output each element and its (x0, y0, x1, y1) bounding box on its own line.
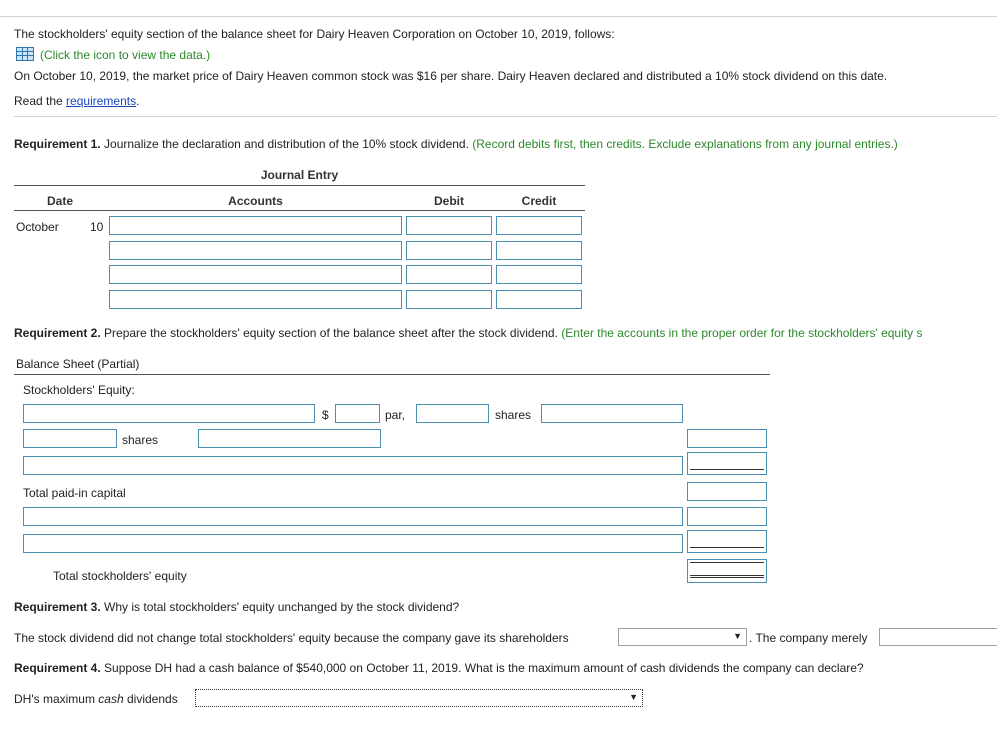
equity-amount-3[interactable] (687, 452, 767, 475)
par-label: par, (385, 408, 406, 422)
requirements-link[interactable]: requirements (66, 94, 137, 108)
par-value-input[interactable] (335, 404, 380, 423)
subtotal-rule (690, 469, 764, 470)
req3-answer-suffix: . The company merely (749, 631, 868, 645)
journal-title: Journal Entry (260, 168, 339, 182)
view-data-link[interactable]: (Click the icon to view the data.) (40, 48, 211, 62)
journal-header-rule (14, 210, 585, 211)
col-credit-header: Credit (521, 194, 557, 208)
req3-body: Why is total stockholders' equity unchanged by the stock dividend? (100, 600, 460, 614)
req4-answer-suffix: dividends (123, 692, 178, 706)
dropdown-arrow-icon: ▼ (733, 631, 742, 641)
col-debit-header: Debit (434, 194, 464, 208)
journal-debit-2[interactable] (406, 241, 492, 260)
journal-account-1[interactable] (109, 216, 402, 235)
section-divider (14, 116, 997, 117)
top-divider (0, 16, 997, 17)
col-accounts-header: Accounts (228, 194, 283, 208)
read-prefix: Read the (14, 94, 67, 108)
journal-credit-4[interactable] (496, 290, 582, 309)
journal-credit-2[interactable] (496, 241, 582, 260)
total-equity-amount[interactable] (687, 559, 767, 583)
stockholders-equity-heading: Stockholders' Equity: (23, 383, 135, 397)
dollar-sign: $ (322, 408, 329, 422)
req2-instruction: (Enter the accounts in the proper order for the stockholders' equity s (561, 326, 923, 340)
total-top-rule (690, 562, 764, 563)
req3-label: Requirement 3. (14, 600, 101, 614)
requirement-1-text (14, 137, 898, 151)
req3-dropdown-2[interactable] (879, 628, 997, 646)
equity-account-5[interactable] (23, 534, 683, 553)
requirement-3-text (14, 600, 459, 614)
req4-body: Suppose DH had a cash balance of $540,000 on October 11, 2019. What is the maximum amount of cash dividends the company can declare? (100, 661, 864, 675)
journal-account-3[interactable] (109, 265, 402, 284)
equity-account-4[interactable] (23, 507, 683, 526)
dropdown-arrow-icon: ▼ (629, 692, 638, 702)
intro-line-1: The stockholders' equity section of the balance sheet for Dairy Heaven Corporation on October 10, 2019, follows: (14, 27, 615, 41)
shares-count-input-1[interactable] (416, 404, 489, 423)
balance-sheet-title: Balance Sheet (Partial) (16, 357, 140, 371)
req4-label: Requirement 4. (14, 661, 101, 675)
read-requirements (14, 94, 139, 108)
equity-amount-2[interactable] (687, 429, 767, 448)
shares-label-1: shares (495, 408, 532, 422)
req2-label: Requirement 2. (14, 326, 101, 340)
total-paid-in-amount[interactable] (687, 482, 767, 501)
journal-debit-4[interactable] (406, 290, 492, 309)
read-suffix: . (136, 94, 140, 108)
table-grid-icon[interactable] (16, 47, 34, 61)
req4-dropdown[interactable] (195, 689, 643, 707)
req4-answer-prefix: DH's maximum (14, 692, 99, 706)
req2-body: Prepare the stockholders' equity section of the balance sheet after the stock dividend. (100, 326, 562, 340)
req1-body: Journalize the declaration and distribution of the 10% stock dividend. (100, 137, 473, 151)
equity-amount-5[interactable] (687, 530, 767, 553)
equity-amount-4[interactable] (687, 507, 767, 526)
shares-label-2: shares (122, 433, 159, 447)
requirement-2-text (14, 326, 922, 340)
journal-day: 10 (90, 220, 104, 234)
req4-answer-italic: cash (98, 692, 124, 706)
journal-debit-3[interactable] (406, 265, 492, 284)
shares-count-input-2[interactable] (23, 429, 117, 448)
equity-account-2[interactable] (198, 429, 381, 448)
journal-account-4[interactable] (109, 290, 402, 309)
journal-month: October (16, 220, 59, 234)
total-paid-in-label: Total paid-in capital (23, 486, 126, 500)
req3-answer-prefix: The stock dividend did not change total stockholders' equity because the company gave its shareholders (14, 631, 569, 645)
subtotal-rule-2 (690, 547, 764, 548)
req1-instruction: (Record debits first, then credits. Exclude explanations from any journal entries.) (472, 137, 898, 151)
journal-credit-1[interactable] (496, 216, 582, 235)
total-double-rule (690, 575, 764, 578)
req1-label: Requirement 1. (14, 137, 101, 151)
total-equity-label: Total stockholders' equity (53, 569, 187, 583)
balance-title-rule (14, 374, 770, 375)
requirement-4-text (14, 661, 864, 675)
journal-credit-3[interactable] (496, 265, 582, 284)
col-date-header: Date (46, 194, 73, 208)
equity-amount-1a[interactable] (541, 404, 683, 423)
equity-account-1[interactable] (23, 404, 315, 423)
equity-account-3[interactable] (23, 456, 683, 475)
journal-account-2[interactable] (109, 241, 402, 260)
journal-debit-1[interactable] (406, 216, 492, 235)
intro-line-2: On October 10, 2019, the market price of Dairy Heaven common stock was $16 per share. Dairy Heaven declared and distributed a 10% stock dividend on this date. (14, 69, 888, 83)
journal-title-rule (14, 185, 585, 186)
req3-dropdown-1[interactable] (618, 628, 747, 646)
req4-answer-label (14, 692, 178, 706)
